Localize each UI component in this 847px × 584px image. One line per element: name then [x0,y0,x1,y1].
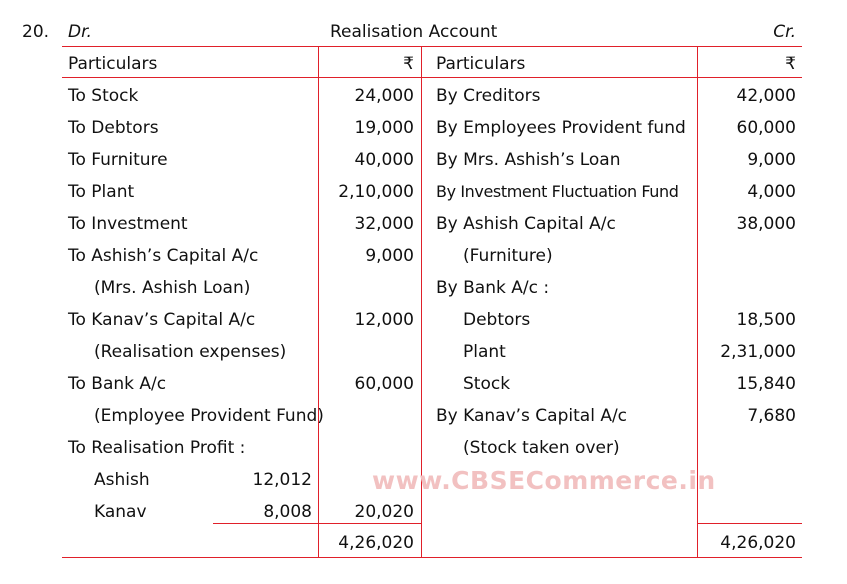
credit-ifr-amount: 4,000 [747,182,796,202]
credit-creditors-amount: 42,000 [736,86,796,106]
credit-bank-debtors-amount: 18,500 [736,310,796,330]
debit-plant-amount: 2,10,000 [338,182,414,202]
debit-kanav-capital-note: (Realisation expenses) [94,342,287,362]
dr-label: Dr. [68,22,92,42]
debit-kanav-capital-amount: 12,000 [354,310,414,330]
debit-profit-ashish-amount: 12,012 [252,470,312,490]
debit-ashish-capital-label: To Ashish’s Capital A/c [68,246,259,266]
debit-grand-total: 4,26,020 [338,533,414,553]
credit-mrs-loan-amount: 9,000 [747,150,796,170]
debit-profit-label: To Realisation Profit : [68,438,246,458]
debit-subtotal-rule [213,523,421,524]
credit-bank-plant-amount: 2,31,000 [720,342,796,362]
debit-ashish-capital-amount: 9,000 [365,246,414,266]
credit-bank-debtors-label: Debtors [463,310,531,330]
credit-ashish-capital-note: (Furniture) [463,246,553,266]
debit-amount-divider [318,46,319,558]
credit-bank-label: By Bank A/c : [436,278,550,298]
credit-ashish-capital-amount: 38,000 [736,214,796,234]
credit-creditors-label: By Creditors [436,86,541,106]
debit-investment-label: To Investment [68,214,188,234]
debit-profit-ashish-name: Ashish [94,470,150,490]
debit-bank-note: (Employee Provident Fund) [94,406,324,426]
cr-label: Cr. [773,22,796,42]
watermark: www.CBSECommerce.in [372,466,716,495]
debit-furniture-label: To Furniture [68,150,168,170]
debit-debtors-amount: 19,000 [354,118,414,138]
credit-epf-amount: 60,000 [736,118,796,138]
credit-bank-stock-amount: 15,840 [736,374,796,394]
debit-kanav-capital-label: To Kanav’s Capital A/c [68,310,256,330]
credit-grand-total: 4,26,020 [720,533,796,553]
debit-plant-label: To Plant [68,182,135,202]
debit-investment-amount: 32,000 [354,214,414,234]
debit-profit-kanav-amount: 8,008 [263,502,312,522]
account-title: Realisation Account [330,22,498,42]
credit-kanav-capital-note: (Stock taken over) [463,438,620,458]
credit-amount-header: ₹ [785,54,796,74]
debit-stock-label: To Stock [68,86,139,106]
debit-ashish-capital-note: (Mrs. Ashish Loan) [94,278,251,298]
credit-bank-stock-label: Stock [463,374,511,394]
credit-kanav-capital-label: By Kanav’s Capital A/c [436,406,628,426]
debit-particulars-header: Particulars [68,54,158,74]
top-rule [62,46,802,47]
credit-mrs-loan-label: By Mrs. Ashish’s Loan [436,150,621,170]
credit-subtotal-rule [697,523,802,524]
debit-debtors-label: To Debtors [68,118,159,138]
debit-bank-amount: 60,000 [354,374,414,394]
credit-ifr-label: By Investment Fluctuation Fund [436,182,679,201]
debit-bank-label: To Bank A/c [68,374,167,394]
question-number: 20. [22,22,50,42]
debit-profit-total: 20,020 [354,502,414,522]
credit-kanav-capital-amount: 7,680 [747,406,796,426]
debit-stock-amount: 24,000 [354,86,414,106]
debit-amount-header: ₹ [403,54,414,74]
bottom-rule [62,557,802,558]
debit-profit-kanav-name: Kanav [94,502,147,522]
credit-ashish-capital-label: By Ashish Capital A/c [436,214,616,234]
credit-epf-label: By Employees Provident fund [436,118,686,138]
credit-particulars-header: Particulars [436,54,526,74]
credit-bank-plant-label: Plant [463,342,506,362]
debit-furniture-amount: 40,000 [354,150,414,170]
header-rule [62,77,802,78]
